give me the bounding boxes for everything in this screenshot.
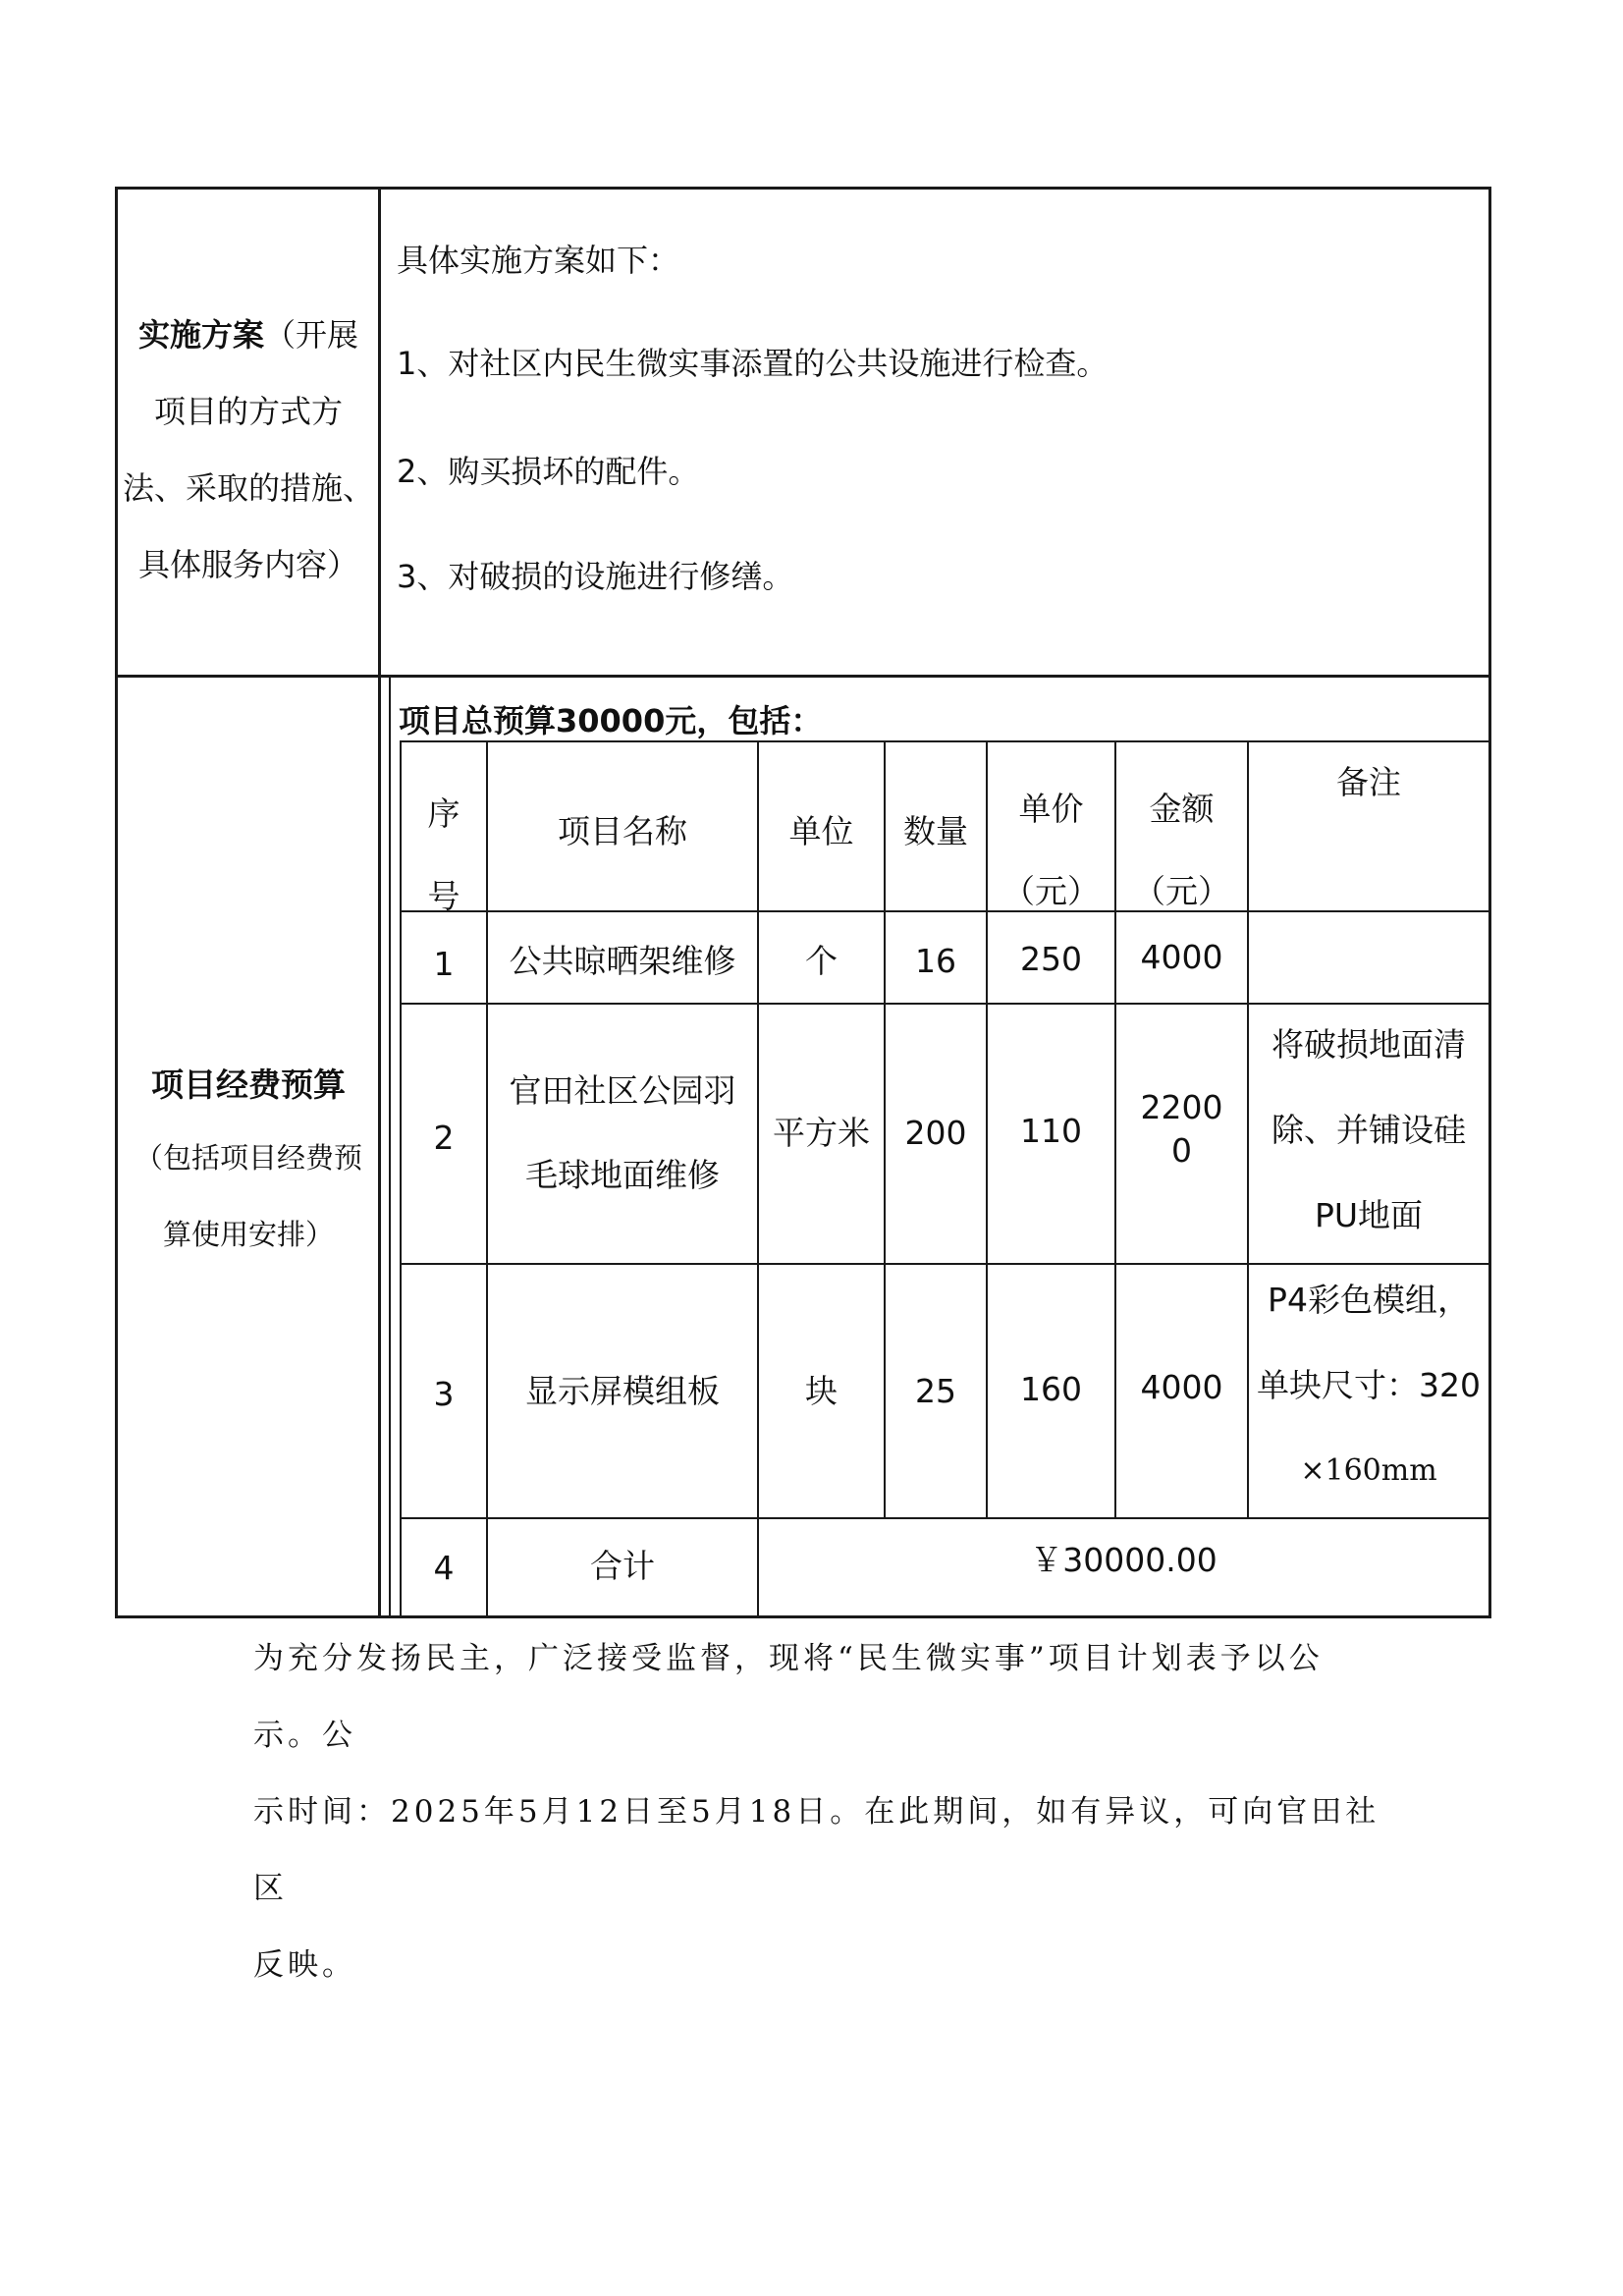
row-2-seq: 2: [433, 1119, 455, 1157]
plan-label-bold: 实施方案: [137, 316, 264, 354]
budget-total-line: 项目总预算30000元，包括：: [399, 702, 823, 739]
row-3-qty: 25: [915, 1372, 956, 1410]
section-divider: [115, 675, 1491, 678]
row-2-unit: 平方米: [773, 1114, 870, 1152]
plan-label-line-4: 具体服务内容）: [137, 546, 358, 583]
header-unit: 单位: [788, 812, 854, 850]
row-3-seq: 3: [433, 1375, 455, 1413]
row-1-unit: 个: [805, 942, 838, 980]
plan-label-line-3: 法、采取的措施、: [122, 469, 374, 507]
col-line-name: [757, 740, 759, 1615]
row-2-name-line-2: 毛球地面维修: [525, 1156, 720, 1194]
outer-bottom-border: [115, 1615, 1491, 1618]
header-note: 备注: [1336, 763, 1401, 801]
total-row-value: ￥30000.00: [1030, 1541, 1217, 1579]
row-1-name: 公共晾晒架维修: [509, 942, 736, 980]
header-price-line-2: （元）: [1002, 872, 1100, 910]
public-notice: [253, 1620, 1382, 2003]
header-seq-line-1: 序: [427, 794, 460, 833]
row-3-price: 160: [1020, 1370, 1082, 1408]
budget-label-sub-line-2: 算使用安排）: [162, 1218, 334, 1251]
public-notice-line-1: 为充分发扬民主，广泛接受监督，现将“民生微实事”项目计划表予以公示。公: [253, 1641, 1324, 1753]
row-2-amount: [1116, 1086, 1247, 1173]
inner-row-line-4: [400, 1517, 1491, 1519]
row-3-note-line-2: 单块尺寸：320: [1257, 1366, 1481, 1404]
plan-label-line-2: 项目的方式方: [153, 393, 343, 430]
row-2-amount-line-1: 2200: [1140, 1088, 1223, 1126]
outer-left-border: [115, 187, 118, 1618]
outer-top-border: [115, 187, 1489, 190]
inner-table-top: [400, 740, 1491, 742]
header-amount: [1116, 768, 1247, 933]
header-amount-line-2: （元）: [1133, 872, 1230, 910]
row-2-name: [488, 1049, 757, 1218]
header-price: [988, 768, 1114, 933]
header-seq: [402, 773, 486, 938]
public-notice-line-2: 示时间：2025年5月12日至5月18日。在此期间，如有异议，可向官田社区: [253, 1794, 1380, 1906]
row-2-name-line-1: 官田社区公园羽: [509, 1071, 736, 1110]
row-3-unit: 块: [805, 1372, 838, 1410]
row-2-note: [1249, 1002, 1488, 1258]
total-row-label: 合计: [590, 1547, 655, 1585]
header-name: 项目名称: [558, 812, 687, 850]
header-seq-line-2: 号: [427, 877, 460, 915]
row-1-price: 250: [1020, 940, 1082, 978]
plan-step-1: 1、对社区内民生微实事添置的公共设施进行检查。: [397, 345, 1109, 382]
plan-label-rest: （开展: [264, 316, 359, 354]
row-2-note-line-2: 除、并铺设硅: [1271, 1111, 1466, 1149]
row-3-note-line-3: ×160mm: [1300, 1453, 1437, 1488]
row-3-note: [1249, 1257, 1488, 1513]
plan-label-line-1: [120, 297, 377, 373]
header-amount-line-1: 金额: [1149, 790, 1215, 828]
budget-label-sub: [120, 1120, 377, 1273]
label-column-divider-inner: [389, 678, 391, 1615]
plan-step-3: 3、对破损的设施进行修缮。: [397, 558, 794, 595]
row-2-note-line-1: 将破损地面清: [1271, 1025, 1466, 1064]
header-price-line-1: 单价: [1018, 790, 1084, 828]
public-notice-line-3: 反映。: [253, 1947, 356, 1983]
row-2-qty: 200: [904, 1114, 967, 1152]
header-qty: 数量: [903, 812, 968, 850]
total-row-seq: 4: [433, 1549, 455, 1587]
row-2-note-line-3: PU地面: [1314, 1196, 1424, 1234]
budget-label: [120, 1041, 377, 1129]
row-3-note-line-1: P4彩色模组，: [1268, 1281, 1470, 1319]
row-2-amount-line-2: 0: [1171, 1131, 1192, 1170]
row-1-amount: 4000: [1140, 938, 1223, 976]
outer-right-border: [1488, 187, 1491, 1618]
row-1-seq: 1: [433, 945, 455, 983]
plan-label: [120, 297, 377, 603]
row-3-name: 显示屏模组板: [525, 1372, 720, 1410]
row-3-amount: 4000: [1140, 1368, 1223, 1406]
row-2-price: 110: [1020, 1112, 1082, 1150]
inner-row-line-1: [400, 910, 1491, 912]
label-column-divider: [378, 187, 381, 1618]
budget-label-title: 项目经费预算: [151, 1066, 346, 1104]
row-1-qty: 16: [915, 942, 956, 980]
plan-step-2: 2、购买损坏的配件。: [397, 453, 700, 490]
budget-label-sub-line-1: （包括项目经费预: [134, 1141, 362, 1175]
plan-intro: 具体实施方案如下：: [397, 242, 680, 279]
